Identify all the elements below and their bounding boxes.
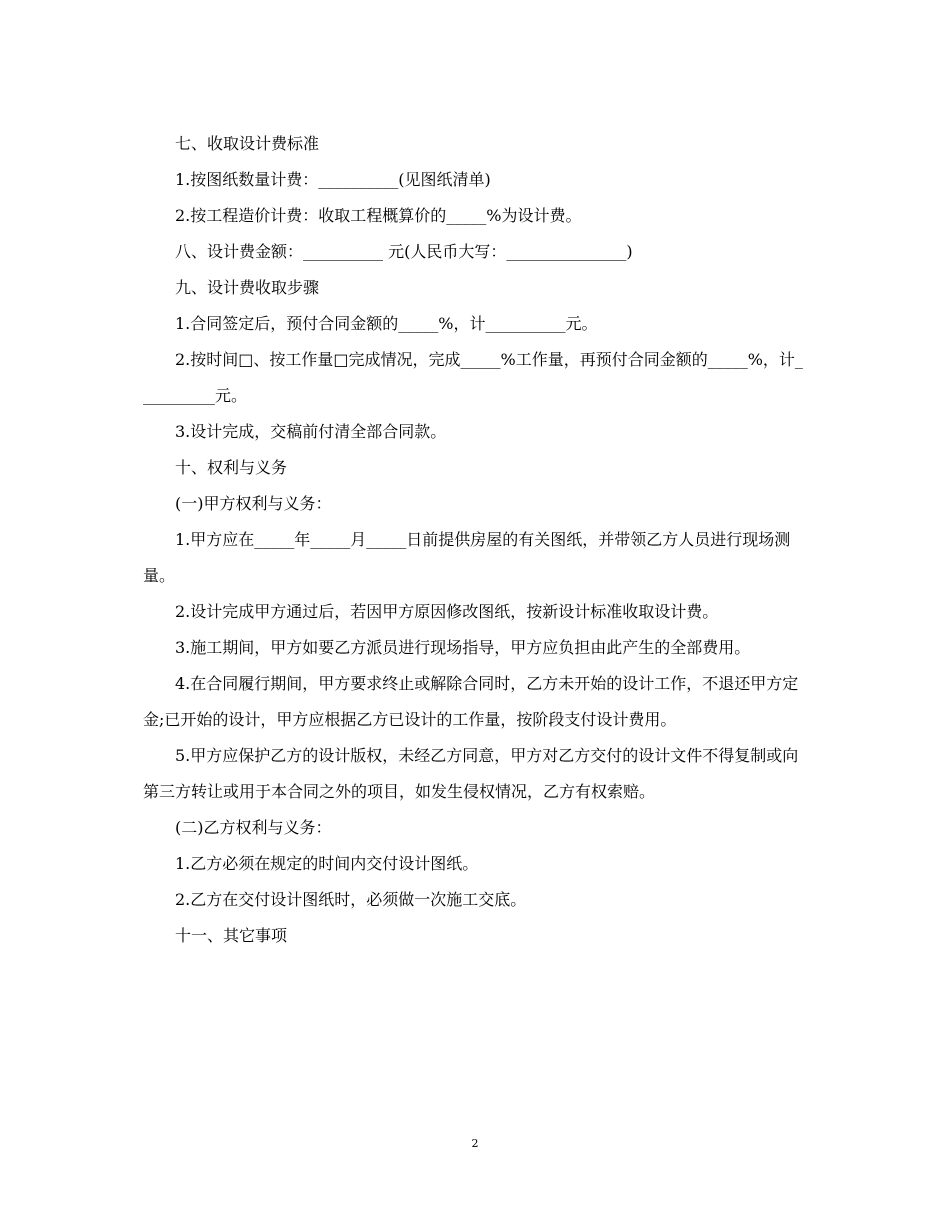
document-body [143,126,808,954]
paragraph: 1.合同签定后，预付合同金额的_____%，计__________元。 [175,314,598,333]
paragraph: 1.乙方必须在规定的时间内交付设计图纸。 [175,854,479,873]
paragraph: 1.按图纸数量计费：__________(见图纸清单) [175,170,491,189]
paragraph: 2.设计完成甲方通过后，若因甲方原因修改图纸，按新设计标准收取设计费。 [175,602,719,621]
paragraph: 4.在合同履行期间，甲方要求终止或解除合同时，乙方未开始的设计工作，不退还甲方定金;已开始的设计，甲方应根据乙方已设计的工作量，按阶段支付设计费用。 [143,674,799,729]
paragraph: 2.按工程造价计费：收取工程概算价的_____%为设计费。 [175,206,582,225]
section-heading-fee-amount: 八、设计费金额：__________ 元(人民币大写：_______________) [175,242,633,261]
section-heading-other-matters: 十一、其它事项 [175,926,288,945]
paragraph: 3.施工期间，甲方如要乙方派员进行现场指导，甲方应负担由此产生的全部费用。 [175,638,751,657]
paragraph: 1.甲方应在_____年_____月_____日前提供房屋的有关图纸，并带领乙方人员进行现场测量。 [143,530,791,585]
page-number: 2 [471,1137,479,1150]
section-heading-fee-standard: 七、收取设计费标准 [175,134,320,153]
subsection-heading-party-b: (二)乙方权利与义务： [175,818,332,837]
paragraph: 2.按时间□、按工作量□完成情况，完成_____%工作量，再预付合同金额的_____%，计__________元。 [143,350,803,405]
subsection-heading-party-a: (一)甲方权利与义务： [175,494,332,513]
paragraph: 2.乙方在交付设计图纸时，必须做一次施工交底。 [175,890,527,909]
section-heading-fee-steps: 九、设计费收取步骤 [175,278,320,297]
paragraph: 5.甲方应保护乙方的设计版权，未经乙方同意，甲方对乙方交付的设计文件不得复制或向第三方转让或用于本合同之外的项目，如发生侵权情况，乙方有权索赔。 [143,746,799,801]
paragraph: 3.设计完成，交稿前付清全部合同款。 [175,422,447,441]
section-heading-rights-obligations: 十、权利与义务 [175,458,288,477]
